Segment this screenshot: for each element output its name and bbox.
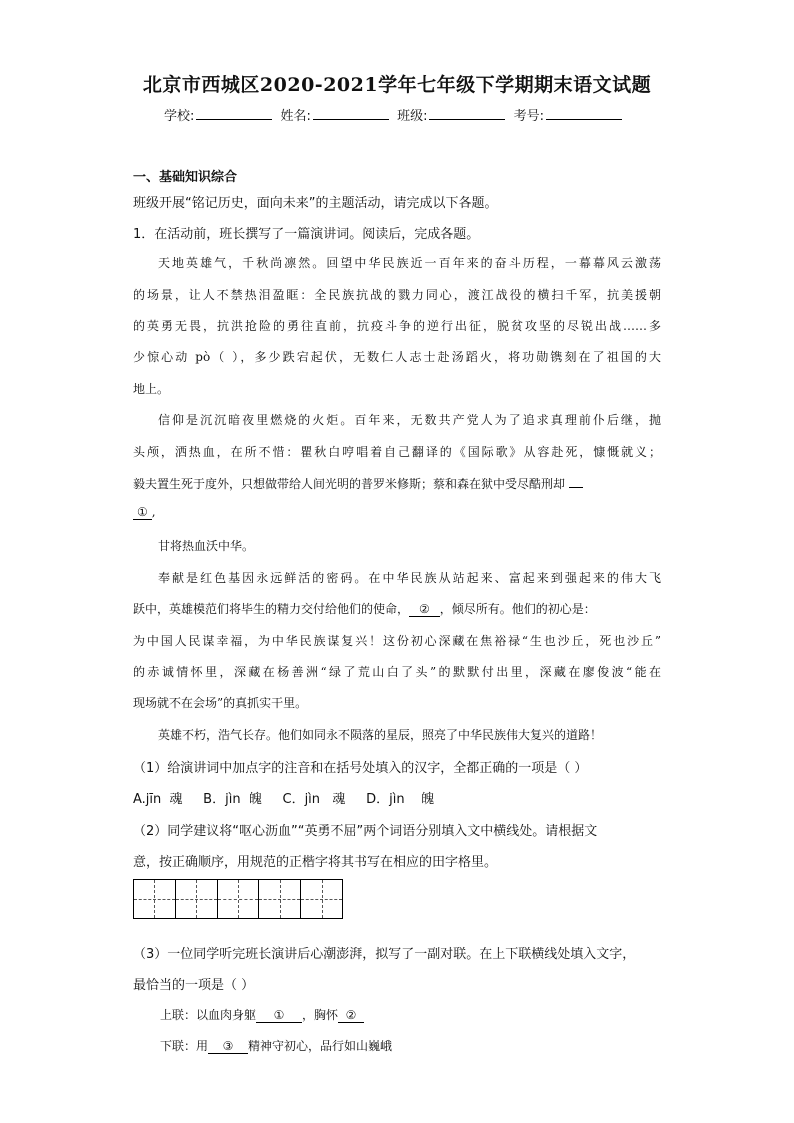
grid-cell[interactable] [218,880,260,918]
passage-line: 现场就不在会场”的真抓实干里。 [133,696,308,710]
exam-no-label: 考号: [513,109,544,124]
passage-line [133,600,596,617]
blank-1-lead [569,487,583,488]
section-heading: 一、基础知识综合 [133,170,238,185]
blank-2-marker: ② [409,602,440,617]
passage-line: 的英勇无畏，抗洪抢险的勇往直前，抗疫斗争的逆行出征，脱贫攻坚的尽锐出战……多 [133,319,661,333]
question-1-1: （1）给演讲词中加点字的注音和在括号处填入的汉字，全都正确的一项是（ ） [133,761,588,776]
exam-no-blank[interactable] [546,107,622,120]
passage-line: 甘将热血沃中华。 [158,539,255,553]
passage-line: 信仰是沉沉暗夜里燃烧的火炬。百年来，无数共产党人为了追求真理前仆后继，抛 [158,413,661,427]
section-intro: 班级开展“铭记历史，面向未来”的主题活动，请完成以下各题。 [133,196,498,211]
couplet-text: ，胸怀 [302,1008,339,1022]
couplet-text: 精神守初心，品行如山巍峨 [248,1039,393,1053]
passage-line: 为中国人民谋幸福，为中华民族谋复兴！这份初心深藏在焦裕禄“生也沙丘，死也沙丘” [133,634,661,648]
passage-line: 的场景，让人不禁热泪盈眶：全民族抗战的戮力同心，渡江战役的横扫千军，抗美援朝 [133,288,661,302]
question-1-3-line2: 最恰当的一项是（ ） [133,978,255,993]
name-label: 姓名: [280,109,311,124]
school-blank[interactable] [196,107,272,120]
passage-line: 地上。 [133,382,170,396]
couplet-blank-1: ① [256,1008,302,1023]
question-1-2-line2: 意，按正确顺序，用规范的正楷字将其书写在相应的田字格里。 [133,855,498,870]
couplet-upper [160,1006,364,1023]
student-info-row [164,105,626,124]
name-blank[interactable] [313,107,389,120]
class-blank[interactable] [429,107,505,120]
grid-cell[interactable] [134,880,176,918]
passage-line: 天地英雄气，千秋尚凛然。回望中华民族近一百年来的奋斗历程，一幕幕风云激荡 [158,256,661,270]
couplet-blank-3: ③ [208,1039,248,1054]
question-1-3-line1: （3）一位同学听完班长演讲后心潮澎湃，拟写了一副对联。在上下联横线处填入文字， [133,947,636,962]
passage-line: 英雄不朽，浩气长存。他们如同永不陨落的星辰，照亮了中华民族伟大复兴的道路！ [158,728,603,742]
grid-cell[interactable] [301,880,342,918]
class-label: 班级: [397,109,428,124]
passage-line: 少惊心动 pò（ ），多少跌宕起伏，无数仁人志士赴汤蹈火，将功勋镌刻在了祖国的大 [133,350,661,364]
couplet-lower [160,1037,392,1054]
passage-line: 奉献是红色基因永远鲜活的密码。在中华民族从站起来、富起来到强起来的伟大飞 [158,571,661,585]
passage-text: 毅夫置生死于度外，只想做带给人间光明的普罗米修斯；蔡和森在狱中受尽酷刑却 [133,477,566,491]
passage-text: ，倾尽所有。他们的初心是： [439,602,596,616]
question-1-1-options: A.jīn 魂 B．jìn 魄 C．jìn 魂 D．jìn 魄 [133,792,435,807]
passage-line: 头颅，洒热血，在所不惜：瞿秋白哼唱着自己翻译的《国际歌》从容赴死，慷慨就义； [133,445,661,459]
passage-line [133,475,583,492]
passage-text: 跃中，英雄模范们将毕生的精力交付给他们的使命， [133,602,410,616]
tianzi-grid[interactable] [133,879,343,919]
couplet-text: 下联：用 [160,1039,209,1053]
page-title: 北京市西城区2020-2021学年七年级下学期期末语文试题 [142,74,652,96]
couplet-blank-2: ② [338,1008,364,1023]
passage-line: 的赤诚情怀里，深藏在杨善洲“绿了荒山白了头”的默默付出里，深藏在廖俊波“能在 [133,665,661,679]
question-1-stem: 1．在活动前，班长撰写了一篇演讲词。阅读后，完成各题。 [133,227,480,242]
grid-cell[interactable] [176,880,218,918]
grid-cell[interactable] [259,880,301,918]
couplet-text: 上联：以血肉身躯 [160,1008,257,1022]
blank-1-marker: ① [133,505,152,520]
passage-line: ① , [133,505,156,520]
school-label: 学校: [164,109,195,124]
question-1-2-line1: （2）同学建议将“呕心沥血”“英勇不屈”两个词语分别填入文中横线处。请根据文 [133,824,598,839]
